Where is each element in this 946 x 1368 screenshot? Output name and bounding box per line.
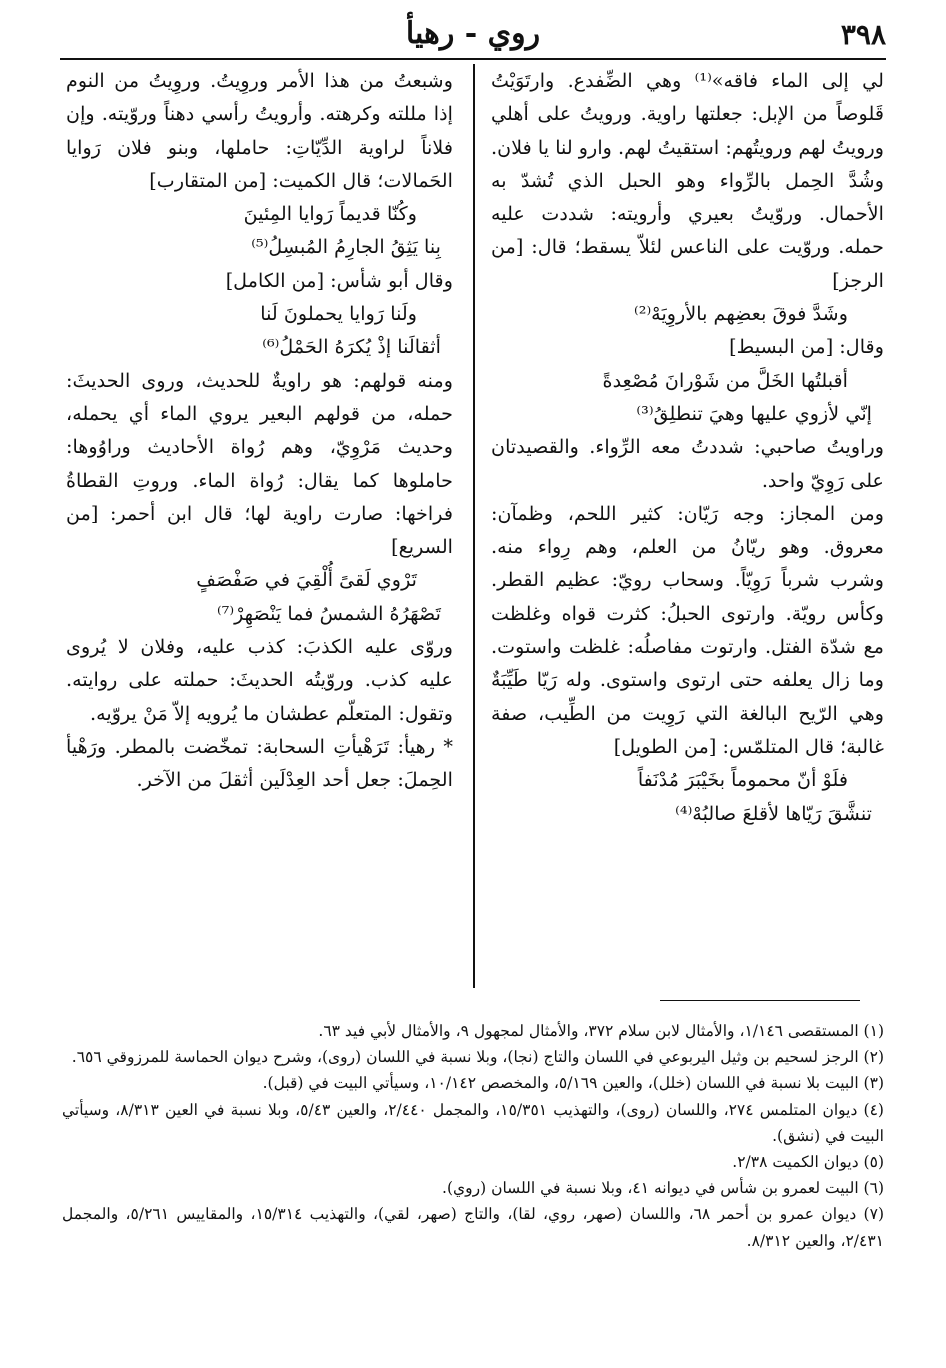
footnote: (٣) البيت بلا نسبة في اللسان (خلل)، والعين ٥/١٦٩، والمخصص ١٠/١٤٢، وسيأتي البيت في (قبل).: [262, 1074, 884, 1093]
meter-label: وقال أبو شأس: [من الكامل]: [225, 268, 453, 292]
footnote: (٥) ديوان الكميت ٢/٣٨.: [732, 1153, 884, 1172]
verse-hemistich-first: ولَنا رَوايا يحملونَ لَنا: [260, 302, 417, 326]
running-title: روي - رهيأ: [405, 16, 541, 51]
entry-text: وراويتُ صاحبي: شددتُ معه الرِّواء. والقصيدتان على رَوِيّ واحد.: [491, 435, 884, 492]
verse-hemistich-first: تَرْوي لَقىً أُلْقِيَ في صَفْصَفٍ: [196, 568, 417, 592]
page-header: [60, 14, 886, 60]
footnote: (٦) البيت لعمرو بن شأس في ديوانه ٤١، وبلا نسبة في اللسان (روي).: [442, 1179, 884, 1198]
verse-hemistich-second: تنشَّقَ رَيّاها لأقلعَ صالبُهْ⁽⁴⁾: [675, 801, 872, 825]
entry-rahya: * رهيأ: تَرَهْيأتِ السحابة: تمخّضت بالمطر. ورَهْيأ الحِملَ: جعل أحد العِدْلَين أثقلَ من الآخر.: [66, 734, 453, 792]
verse-hemistich-first: وكُنّا قديماً رَوايا المِئينَ: [243, 202, 417, 226]
footnote-separator: [660, 1000, 860, 1001]
column-divider: [473, 64, 475, 988]
left-column: [66, 64, 453, 988]
entry-text: لي إلى الماء فاقه»⁽¹⁾ وهي الضِّفدع. وارتَوَيْتُ قَلوصاً من الإبل: جعلتها راوية. ورويتُ على أهلي ورويتُ لهم ورويتُهم: استقيتُ لهم. وارو لنا يا فلان. وشُدَّ الحِمل بالرِّواء وهو الحبل الذي تُشدّ به الأحمال. وروّيتُ بعيري وأرويته: شددت عليه حمله. وروّيت على الناعس لئلاّ يسقط؛ قال: [من الرجز]: [491, 69, 884, 292]
footnotes: [62, 1018, 884, 1254]
entry-text: وروّى عليه الكذبَ: كذب عليه، وفلان لا يُروى عليه كذب. وروّيتُه الحديثَ: حملته على روايته. وتقول: المتعلّم عطشان ما يُرويه إلاّ مَنْ يروّيه.: [66, 635, 453, 725]
footnote: (٢) الرجز لسحيم بن وثيل اليربوعي في اللسان والتاج (نجا)، وبلا نسبة في اللسان (روى)، وشرح ديوان الحماسة للمرزوقي ٦٥٦.: [71, 1048, 884, 1067]
entry-text: وشبعتُ من هذا الأمر وروِيتُ. وروِيتُ من النوم إذا مللته وكرهته. وأرويتُ رأسي دهناً وروّيته. وإن فلاناً لراوية الدِّيّاتِ: حاملها، وبنو فلان رَوايا الحَمالات؛ قال الكميت: [من المتقارب]: [66, 69, 453, 192]
verse-hemistich-first: فلَوْ أنّ محموماً بخَيْبَرَ مُدْنَفاً: [637, 768, 848, 792]
verse-hemistich-second: أثقالَنا إذْ يُكرَهُ الحَمْلُ⁽⁶⁾: [262, 335, 441, 359]
page-number: ٣٩٨: [840, 18, 886, 51]
right-column: [491, 64, 884, 988]
verse-line: وشَدَّ فوقَ بعضِهم بالأروِيَهْ⁽²⁾: [634, 302, 848, 326]
verse-hemistich-second: بِنا يَثِقُ الجارِمُ المُبسِلُ⁽⁵⁾: [251, 235, 441, 259]
entry-text: ومنه قولهم: هو راويةٌ للحديث، وروى الحديثَ: حمله، من قولهم البعير يروي الماء أي يحمله، وحديث مَرْوِيّ، وهم رُواة الأحاديث وراوُوها: حاملوها كما يقال: رُواة الماء. وروتِ القطاةُ فراخها: صارت راوية لها؛ قال ابن أحمر: [من السريع]: [66, 368, 453, 559]
entry-text-majaz: ومن المجاز: وجه رَيّان: كثير اللحم، وظمآن: معروق. وهو ريّانُ من العلم، وهم رِواء منه. وشرب شرباً رَوِيّاً. وسحاب رويّ: عظيم القطر. وكأس رويّة. وارتوى الحبلُ: كثرت قواه وغلظت مع شدّة الفتل. وارتوت مفاصلُه: غلظت واستوت. وما زال يعلفه حتى ارتوى واستوى. وله رَيّا طَيِّبَةٌ وهي الرّيح البالغة التي رَوِيت من الطِّيب، صفة غالبة؛ قال المتلمّس: [من الطويل]: [491, 501, 884, 758]
footnote: (٤) ديوان المتلمس ٢٧٤، واللسان (روى)، والتهذيب ١٥/٣٥١، والمجمل ٢/٤٤٠، والعين ٥/٤٣، وبلا نسبة في العين ٨/٣١٣، وسيأتي البيت في (نشق).: [62, 1100, 884, 1145]
verse-hemistich-first: أقبلتُها الخَلَّ من شَوْرانَ مُصْعِدةً: [602, 368, 848, 392]
meter-label: وقال: [من البسيط]: [729, 335, 884, 359]
footnote: (٧) ديوان عمرو بن أحمر ٦٨، واللسان (صهر، روي، لقا)، والتاج (صهر، لقي)، والتهذيب ١٥/٣١٤، والمقاييس ٥/٢٦١، والمجمل ٢/٤٣١، والعين ٨/٣١٢.: [62, 1205, 884, 1250]
verse-hemistich-second: إنّي لأزوي عليها وهيَ تنطلِقُ⁽³⁾: [636, 401, 872, 425]
footnote: (١) المستقصى ١/١٤٦، والأمثال لابن سلام ٣٧٢، والأمثال لمجهول ٩، والأمثال لأبي فيد ٦٣.: [318, 1022, 884, 1040]
verse-hemistich-second: تَصْهَرُهُ الشمسُ فما يَنْصَهِرْ⁽⁷⁾: [216, 601, 441, 625]
